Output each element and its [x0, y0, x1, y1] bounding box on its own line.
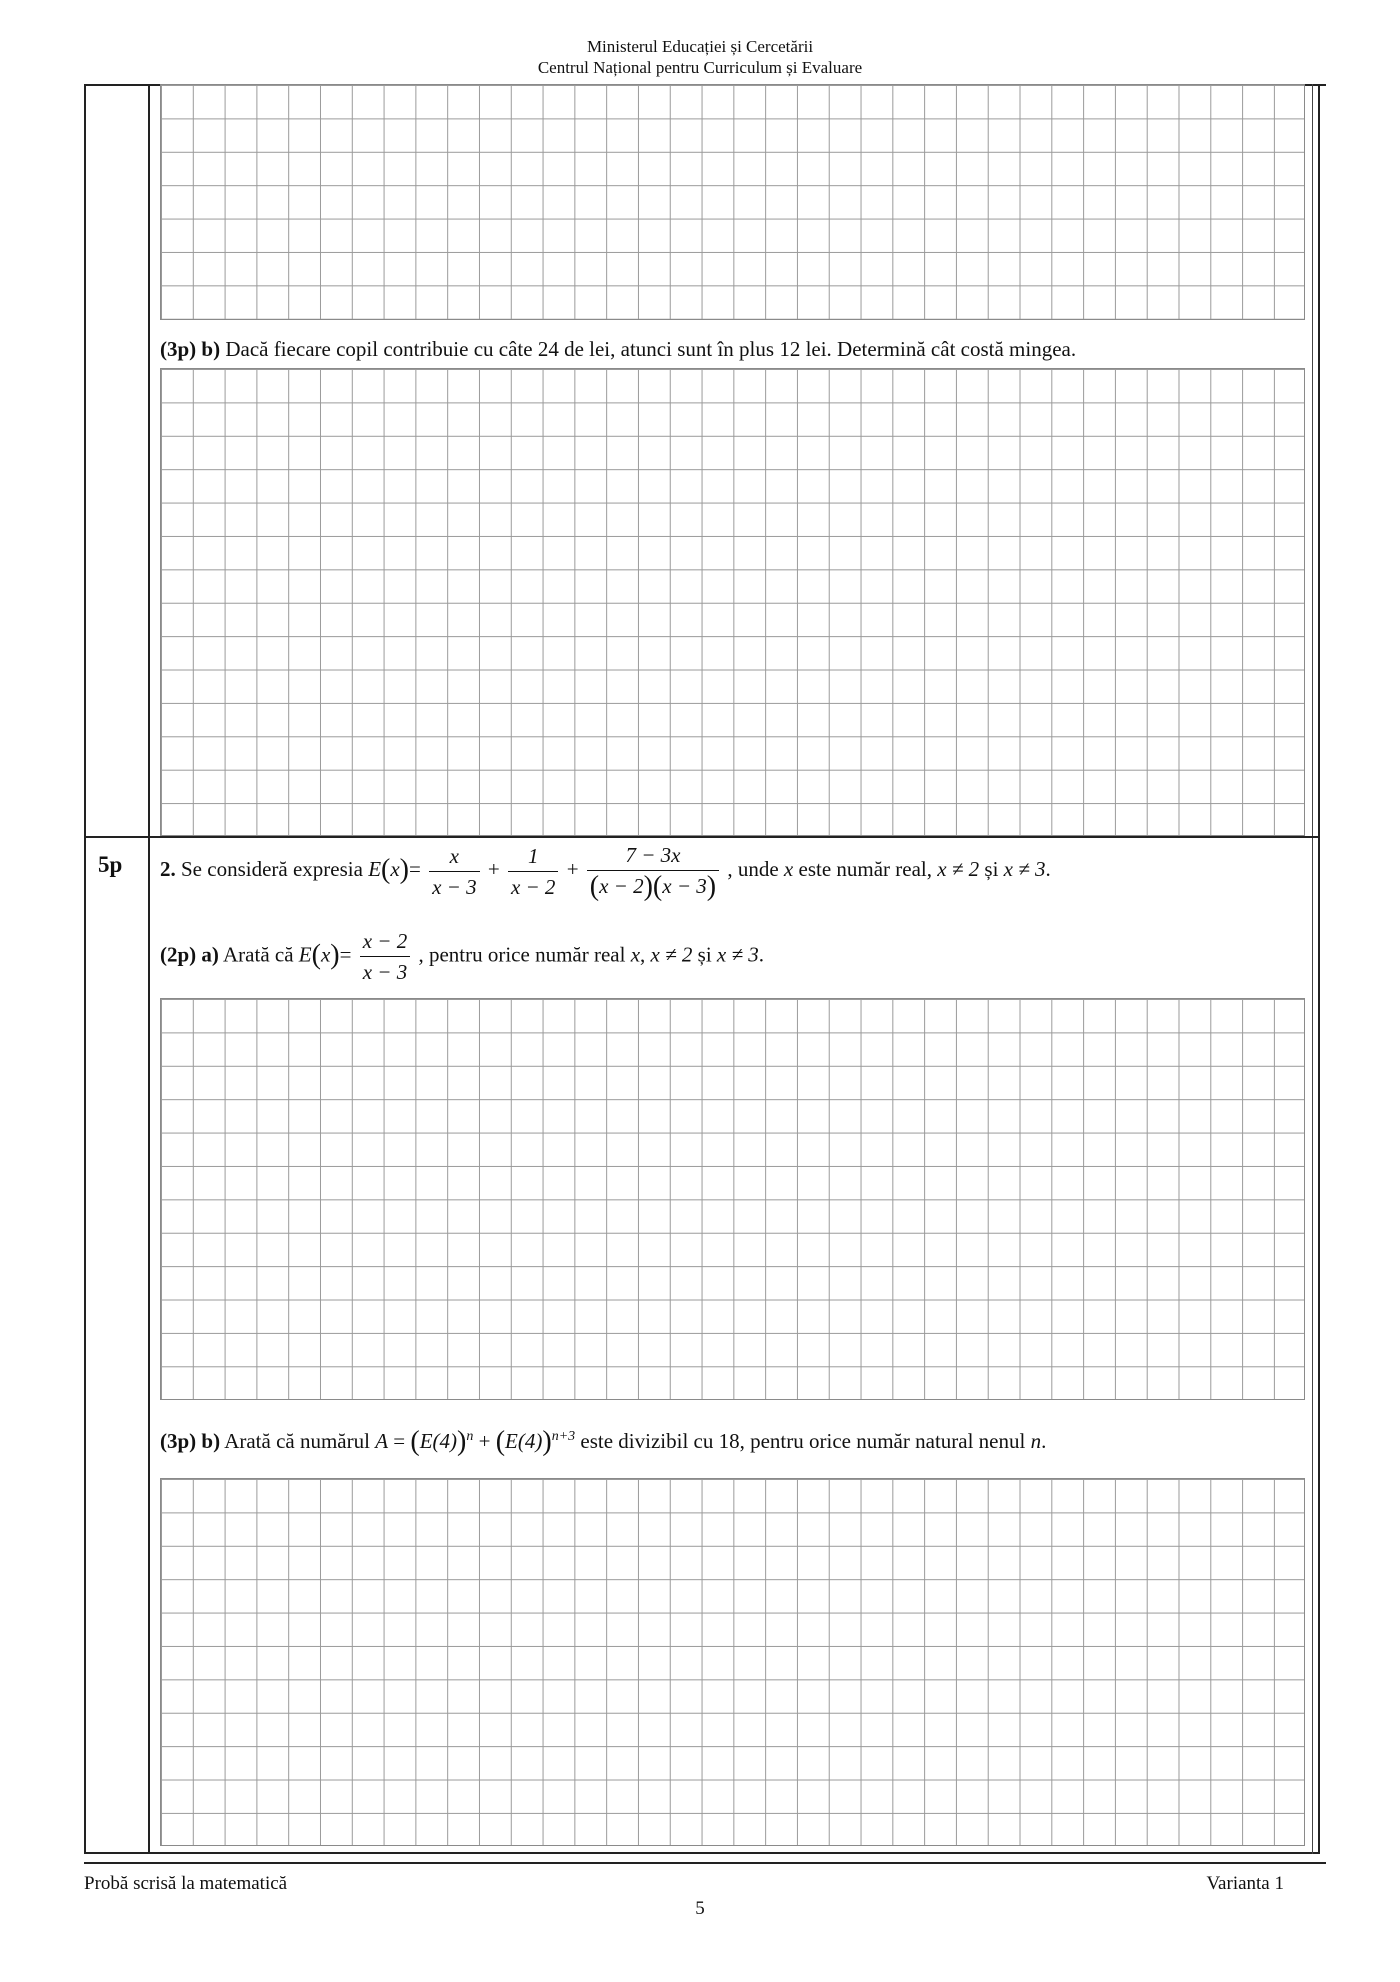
answer-grid-1a-continued[interactable]	[160, 84, 1305, 320]
question-row-divider	[84, 836, 1320, 838]
page-header	[0, 36, 1400, 78]
answer-grid-2a[interactable]	[160, 998, 1305, 1400]
footer-rule	[84, 1862, 1326, 1864]
points-label: 5p	[98, 852, 123, 877]
question-2b-text: (3p) b) Arată că numărul $A = (E(4))^n + (E(4))^{n+3}$ este divizibil cu 18, pentru orice număr natural nenul n.	[160, 1426, 1047, 1457]
fraction-3: $\frac{7 - 3x}{(x - 2)(x - 3)}$	[587, 842, 719, 900]
question-2a-text: (2p) a) Arată că E(x)= $\frac{x - 2}{x - 3}$ , pentru orice număr real x, x ≠ 2 și x ≠ 3.	[160, 929, 765, 984]
center-name: Centrul Național pentru Curriculum și Evaluare	[537, 58, 863, 77]
fraction-2a: $\frac{x - 2}{x - 3}$	[360, 928, 411, 985]
footer-variant: Varianta 1	[1206, 1873, 1284, 1894]
question-2-text: 2. Se consideră expresia E(x)= $\frac{x}{x - 3}$ + $\frac{1}{x - 2}$ + $\frac{7 - 3x}{(x - 2)(x - 3)}$ , unde x este număr real, x ≠ 2 și x ≠ 3.	[160, 843, 1051, 902]
points-column-divider	[148, 84, 150, 1854]
answer-grid-1b[interactable]	[160, 368, 1305, 836]
footer-exam-title: Probă scrisă la matematică	[84, 1873, 288, 1894]
question-1b-text: (3p) b) Dacă fiecare copil contribuie cu câte 24 de lei, atunci sunt în plus 12 lei. Determină cât costă mingea.	[160, 337, 1077, 361]
answer-grid-2b[interactable]	[160, 1478, 1305, 1846]
fraction-1: $\frac{x}{x - 3}$	[429, 843, 480, 900]
ministry-name: Ministerul Educației și Cercetării	[586, 37, 814, 56]
fraction-2: $\frac{1}{x - 2}$	[508, 843, 559, 900]
table-right-inner-rule	[1312, 84, 1313, 1854]
page-number: 5	[695, 1898, 705, 1919]
